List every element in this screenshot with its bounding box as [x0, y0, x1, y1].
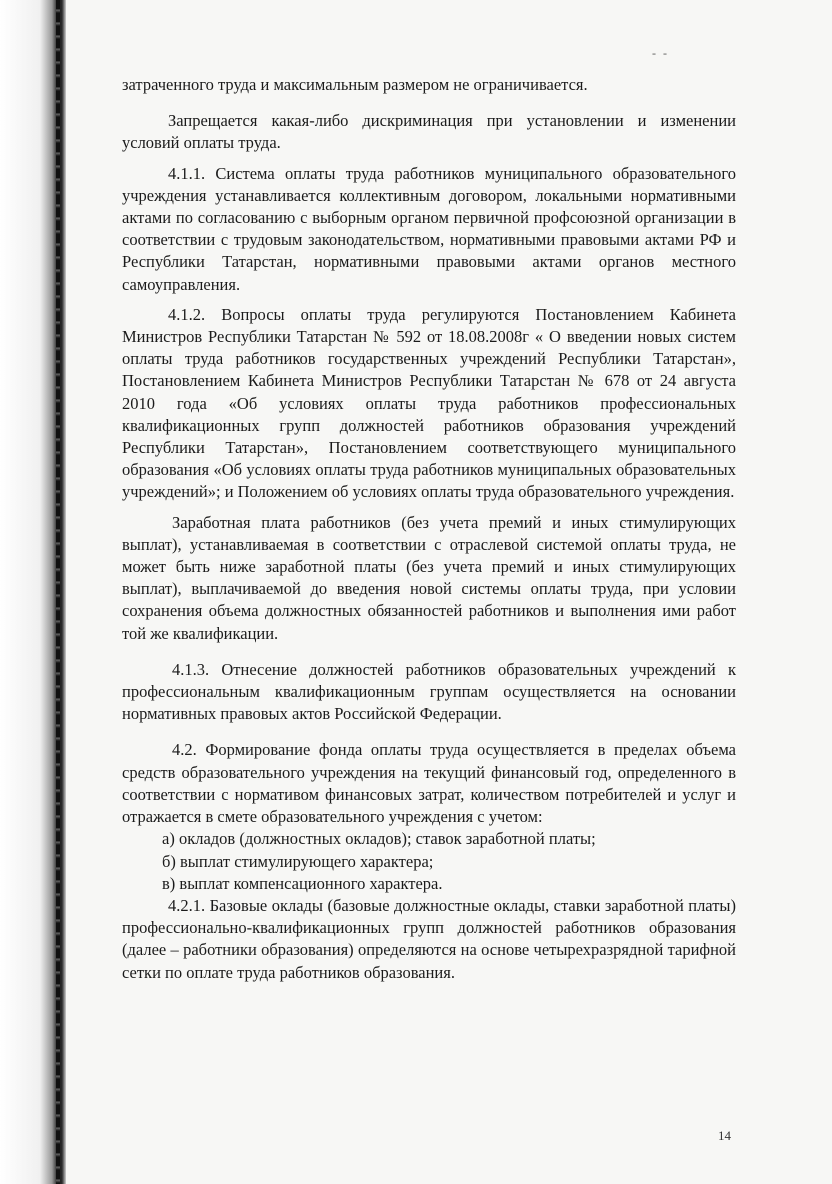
paragraph-discrimination: Запрещается какая-либо дискриминация при установлении и изменении условий оплаты труда.	[122, 111, 736, 153]
list-fund-components	[122, 828, 736, 895]
paragraph-continuation: затраченного труда и максимальным размером не ограничивается.	[122, 75, 588, 94]
list-item-c: в) выплат компенсационного характера.	[162, 873, 443, 893]
scan-edge-shadow	[0, 0, 66, 1184]
paragraph-4-1-1: 4.1.1. Система оплаты труда работников муниципального образовательного учреждения устанавливается коллективным договором, локальными нормативными актами по согласованию с выборным органом первичной профсоюзной организации в соответствии с трудовым законодательством, нормативными правовыми актами РФ и Республики Татарстан, нормативными правовыми актами органов местного самоуправления.	[122, 163, 736, 294]
list-item-a: а) окладов (должностных окладов); ставок заработной платы;	[162, 829, 596, 849]
paragraph-4-2-1: 4.2.1. Базовые оклады (базовые должностные оклады, ставки заработной платы) профессионально-квалификационных групп должностей работников образования (далее – работники образования) определяются на основе четырехразрядной тарифной сетки по оплате труда работников образования.	[122, 895, 736, 982]
paragraph-4-1-3: 4.1.3. Отнесение должностей работников образовательных учреждений к профессиональным квалификационным группам осуществляется на основании нормативных правовых актов Российской Федерации.	[122, 659, 736, 724]
paragraph-4-2: 4.2. Формирование фонда оплаты труда осуществляется в пределах объема средств образовательного учреждения на текущий финансовый год, определенного в соответствии с нормативом финансовых затрат, количеством потребителей и услуг и отражается в смете образовательного учреждения с учетом:	[122, 740, 736, 827]
paragraph-salary: Заработная плата работников (без учета премий и иных стимулирующих выплат), устанавливаемая в соответствии с отраслевой системой оплаты труда, не может быть ниже заработной платы (без учета премий и иных стимулирующих выплат), выплачиваемой до введения новой системы оплаты труда, при условии сохранения объема должностных обязанностей работников и выполнения ими работ той же квалификации.	[122, 512, 736, 643]
document-page	[122, 74, 736, 984]
list-item-b: б) выплат стимулирующего характера;	[162, 851, 434, 871]
corner-mark: - -	[652, 46, 669, 60]
paragraph-4-1-2: 4.1.2. Вопросы оплаты труда регулируются Постановлением Кабинета Министров Республики Татарстан № 592 от 18.08.2008г « О введении новых систем оплаты труда работников государственных учреждений Республики Татарстан», Постановлением Кабинета Министров Республики Татарстан № 678 от 24 августа 2010 года «Об условиях оплаты труда работников профессиональных квалификационных групп должностей работников образования учреждений Республики Татарстан», Постановлением соответствующего муниципального образования «Об условиях оплаты труда работников муниципальных образовательных учреждений»; и Положением об условиях оплаты труда образовательного учреждения.	[122, 304, 736, 502]
page-number: 14	[718, 1128, 731, 1143]
